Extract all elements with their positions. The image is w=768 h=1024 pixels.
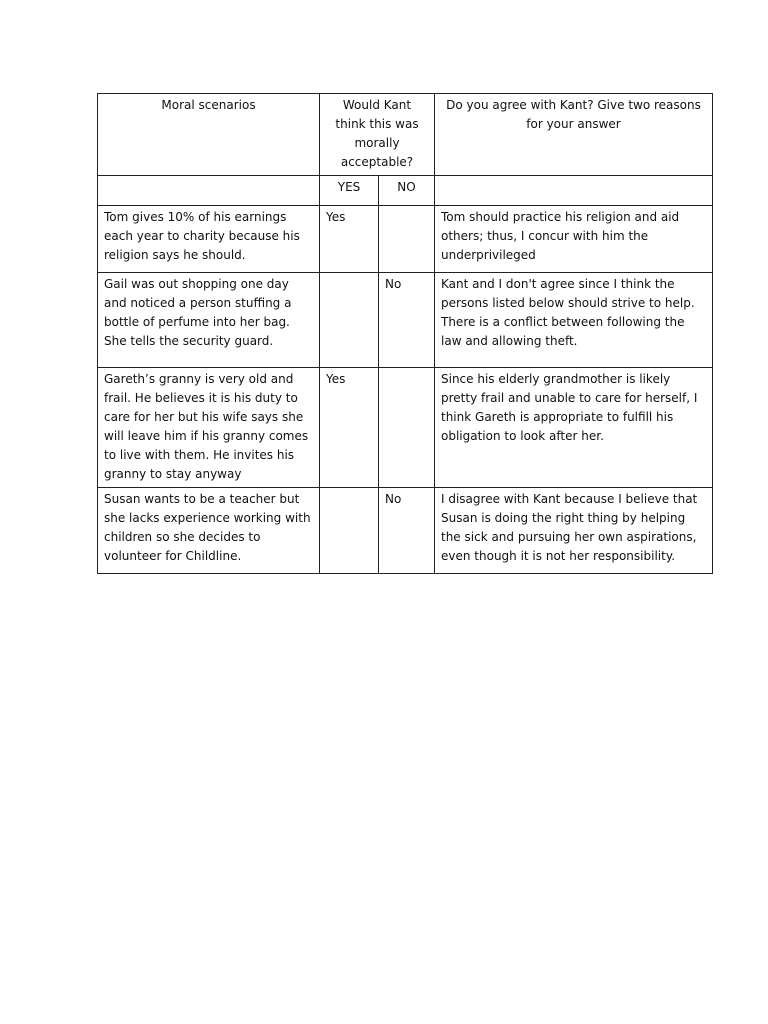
header-moral-scenarios: Moral scenarios	[98, 94, 320, 176]
table-row	[98, 368, 713, 488]
header-agree-with-kant: Do you agree with Kant? Give two reasons for your answer	[435, 94, 713, 176]
subheader-empty-scenario	[98, 176, 320, 206]
moral-scenarios-table	[97, 93, 713, 574]
scenario-cell: Tom gives 10% of his earnings each year to charity because his religion says he should.	[98, 206, 320, 273]
answer-cell: Kant and I don't agree since I think the persons listed below should strive to help. There is a conflict between following the law and allowing theft.	[435, 273, 713, 368]
subheader-empty-answer	[435, 176, 713, 206]
no-cell: No	[379, 488, 435, 574]
table-row	[98, 488, 713, 574]
no-cell: No	[379, 273, 435, 368]
table-header-row	[98, 94, 713, 176]
answer-cell: Tom should practice his religion and aid others; thus, I concur with him the underprivileged	[435, 206, 713, 273]
answer-cell: Since his elderly grandmother is likely pretty frail and unable to care for herself, I think Gareth is appropriate to fulfill his obligation to look after her.	[435, 368, 713, 488]
table-row	[98, 206, 713, 273]
scenario-cell: Gail was out shopping one day and noticed a person stuffing a bottle of perfume into her bag. She tells the security guard.	[98, 273, 320, 368]
yes-cell	[320, 488, 379, 574]
answer-cell: I disagree with Kant because I believe that Susan is doing the right thing by helping the sick and pursuing her own aspirations, even though it is not her responsibility.	[435, 488, 713, 574]
table-row	[98, 273, 713, 368]
yes-cell: Yes	[320, 206, 379, 273]
yes-cell	[320, 273, 379, 368]
scenario-cell: Susan wants to be a teacher but she lacks experience working with children so she decides to volunteer for Childline.	[98, 488, 320, 574]
subheader-yes: YES	[320, 176, 379, 206]
no-cell	[379, 368, 435, 488]
table-subheader-row	[98, 176, 713, 206]
header-kant-acceptable: Would Kant think this was morally acceptable?	[320, 94, 435, 176]
yes-cell: Yes	[320, 368, 379, 488]
scenario-cell: Gareth’s granny is very old and frail. He believes it is his duty to care for her but his wife says she will leave him if his granny comes to live with them. He invites his granny to stay anyway	[98, 368, 320, 488]
no-cell	[379, 206, 435, 273]
subheader-no: NO	[379, 176, 435, 206]
